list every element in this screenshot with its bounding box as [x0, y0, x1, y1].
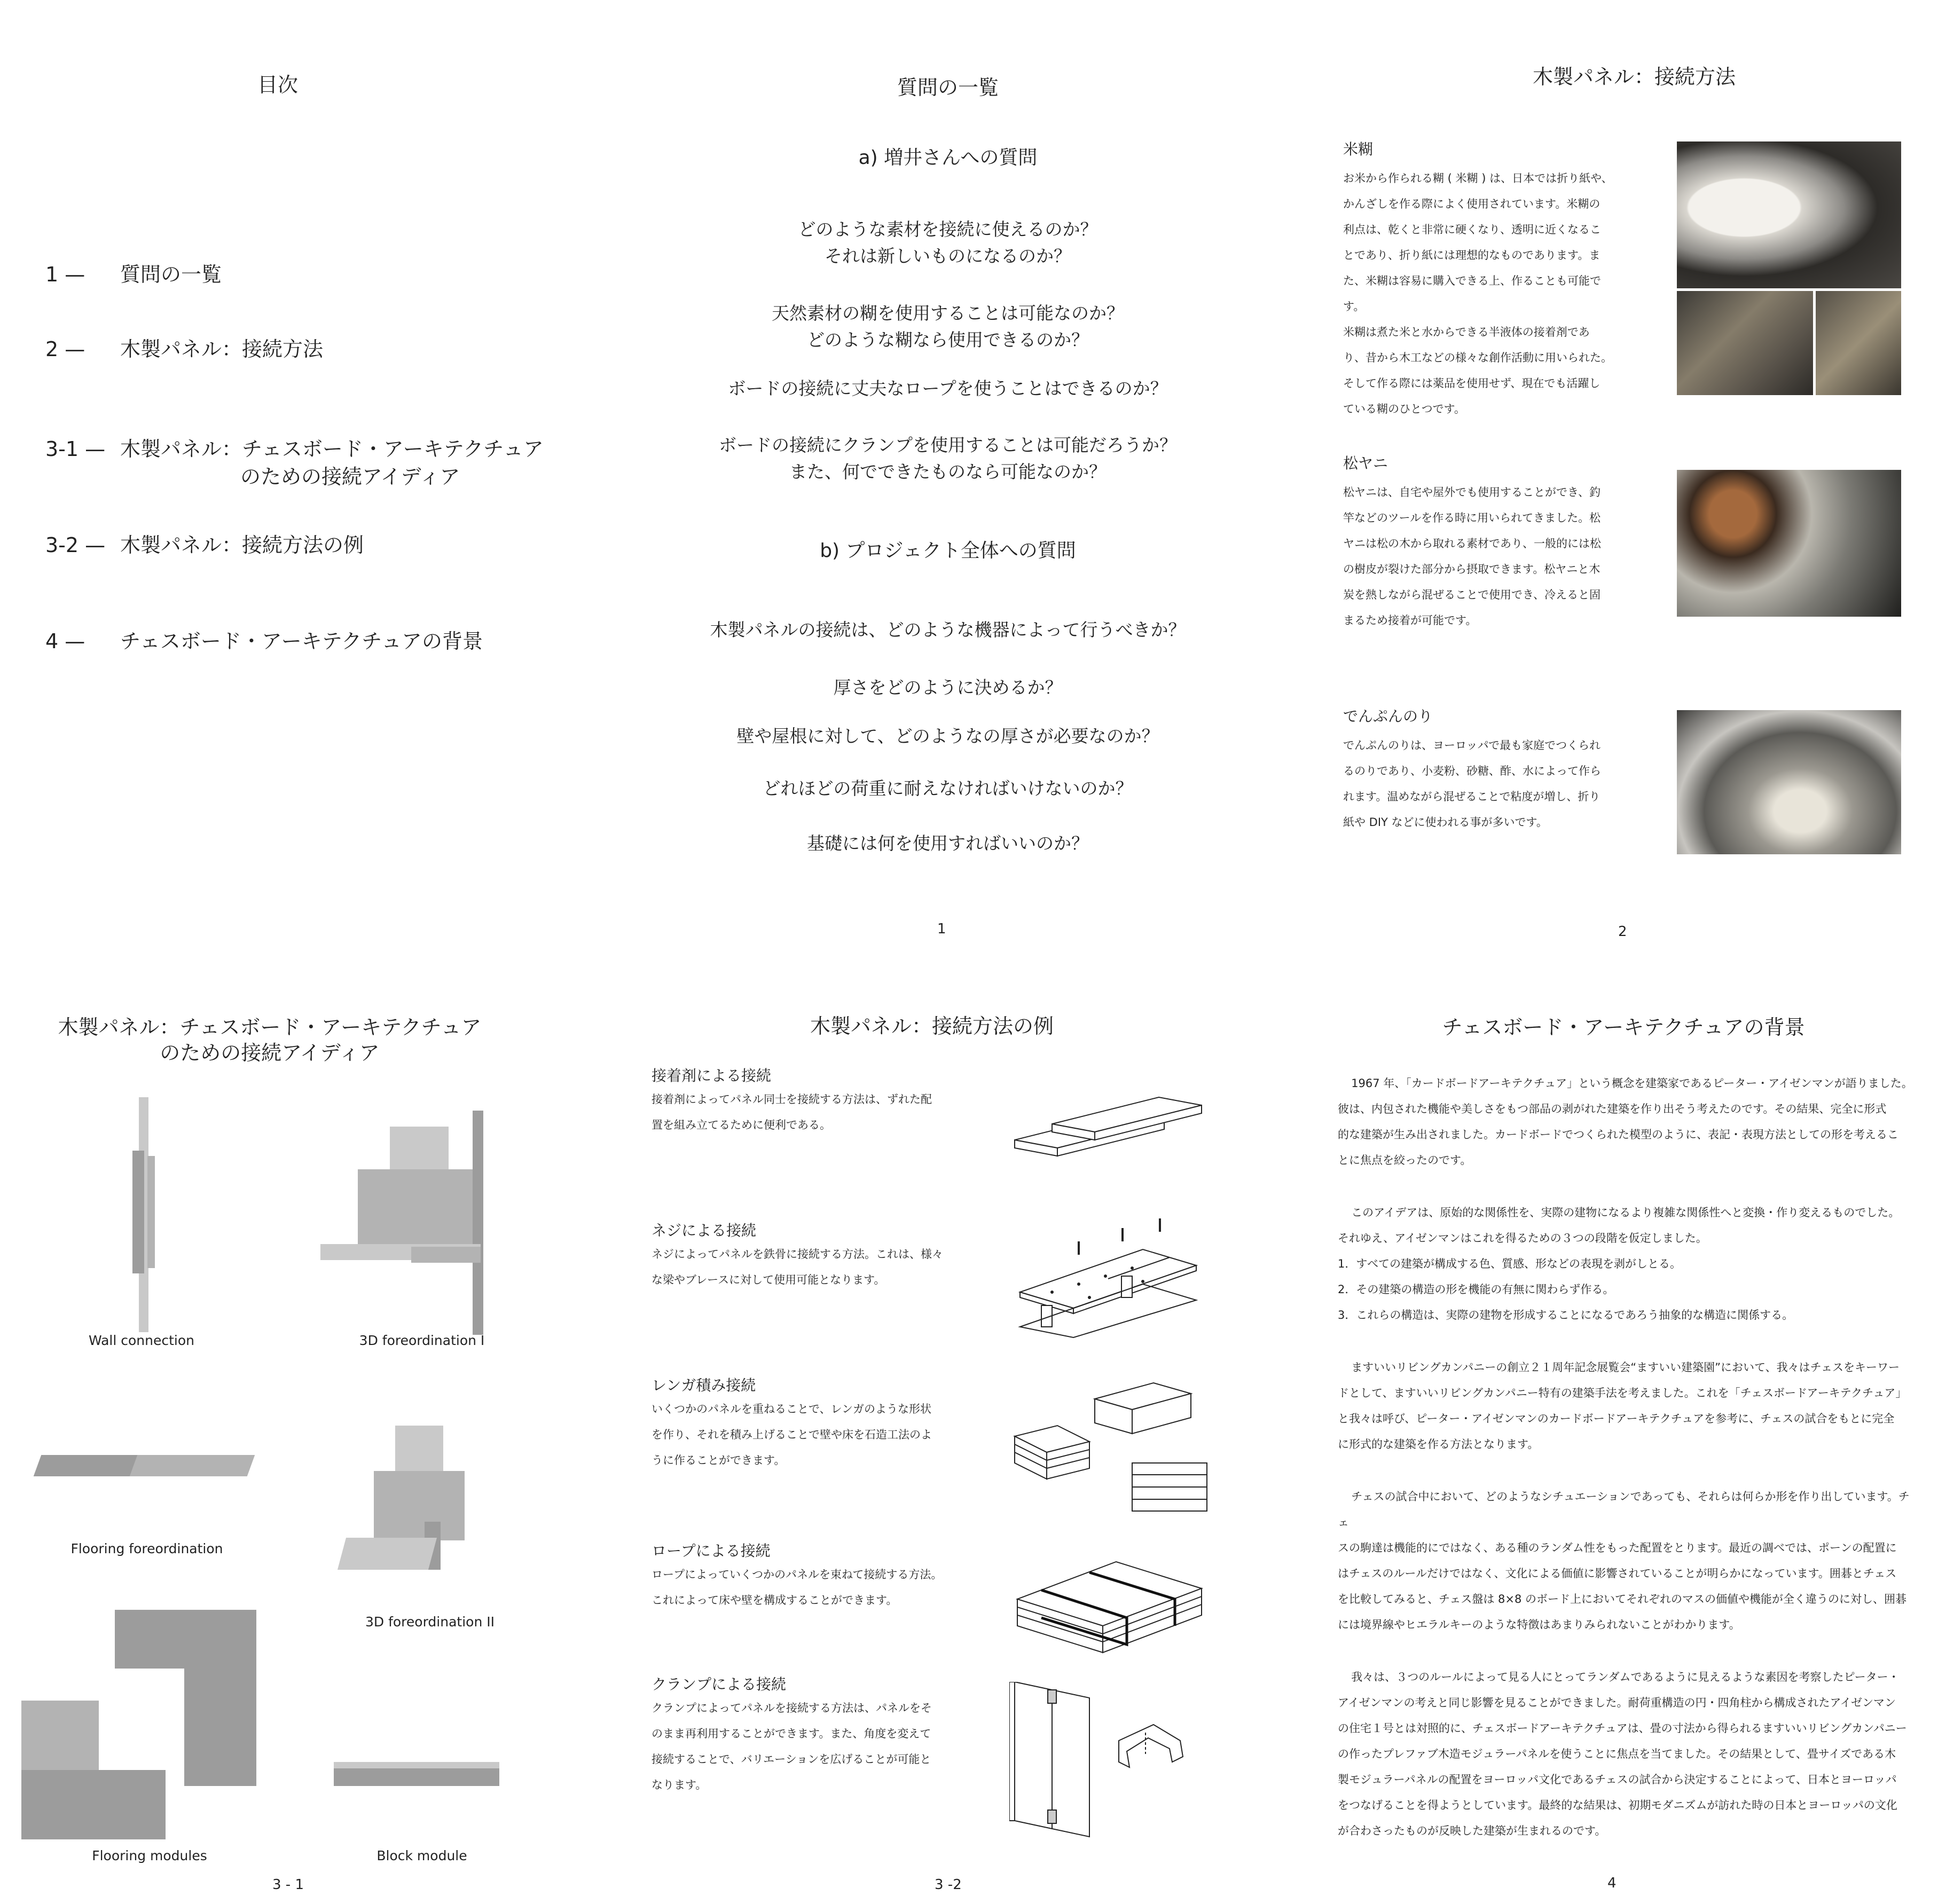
question-line: ボードの接続に丈夫なロープを使うことはできるのか？: [728, 378, 1168, 399]
examples-panel: [619, 961, 1244, 1904]
question-line: ボードの接続にクランプを使用することは可能だろうか？: [719, 435, 1177, 455]
page-number: 3 - 1: [272, 1877, 304, 1893]
screw-diagram: [1009, 1212, 1218, 1340]
brick-diagram: [1009, 1378, 1218, 1516]
background-title: チェスボード・アーキテクチュアの背景: [1442, 1016, 1805, 1039]
flooring-modules-model: [21, 1610, 262, 1845]
question-b-4: どれほどの荷重に耐えなければいけないのか？: [763, 778, 1133, 799]
question-line: それは新しいものになるのか？: [825, 246, 1071, 266]
pine-resin-section: [1343, 453, 1664, 633]
rice-glue-heading: 米糊: [1343, 140, 1374, 158]
toc-list: [45, 0, 633, 694]
block-module-model: [334, 1754, 505, 1797]
toc-item-label-line2: のための接続アイディア: [240, 465, 460, 489]
toc-item-label: 木製パネル：チェスボード・アーキテクチュア: [120, 437, 544, 461]
wall-connection-model: [107, 1097, 187, 1332]
toc-item-label: 木製パネル：接続方法: [120, 337, 324, 361]
3d-foreordination-2-model: [331, 1426, 491, 1591]
starch-glue-photo: [1677, 710, 1901, 854]
example-heading: 接着剤による接続: [652, 1067, 772, 1084]
example-heading: ネジによる接続: [652, 1222, 757, 1239]
pine-resin-heading: 松ヤニ: [1343, 454, 1388, 472]
caption-wall-connection: Wall connection: [88, 1333, 195, 1348]
example-text: ロープによっていくつかのパネルを束ねて接続する方法。 これによって床や壁を構成することができます。: [652, 1568, 943, 1607]
flooring-foreordination-model: [32, 1444, 262, 1482]
page-number: 4: [1607, 1875, 1617, 1891]
methods-panel: [1282, 0, 1938, 950]
clamp-diagram: [1009, 1682, 1218, 1842]
toc-item-number: 2 —: [45, 337, 85, 361]
starch-glue-section: [1343, 706, 1664, 835]
section-b-heading: b) プロジェクト全体への質問: [820, 540, 1076, 562]
background-paragraph-5: 我々は、３つのルールによって見る人にとってランダムであるように見えるような素因を考察したピーター・ アイゼンマンの考えと同じ影響を見ることができました。耐荷重構造の円・四角柱から構成されたアイゼンマン の住宅１号とは対照的に、チェスボードアーキテクチュアは、畳の寸法から得られるますいいリビングカンパニー の作ったプレファブ木造モジュラーパネルを使うことに焦点を当てました。その結果として、畳サイズである木 製モジュラーパネルの配置をヨーロッパ文化であるチェスの試合から決定することによって、日本とヨーロッパ をつなげることを得ようとしています。最終的な結果は、初期モダニズムが訪れた時の日本とヨーロッパの文化 が合わさったものが反映した建築が生まれるのです。: [1338, 1671, 1907, 1837]
question-line: どのような糊なら使用できるのか？: [807, 329, 1089, 350]
3d-foreordination-1-model: [315, 1111, 529, 1335]
caption-3d-foreordination-2: 3D foreordination II: [365, 1614, 495, 1630]
ideas-panel: [0, 961, 561, 1904]
toc-item-number: 3-1 —: [45, 437, 106, 461]
rice-glue-photo: [1677, 141, 1901, 288]
example-heading: クランプによる接続: [652, 1675, 787, 1693]
pine-resin-photo: [1677, 470, 1901, 617]
example-clamp: [652, 1674, 1015, 1798]
caption-block-module: Block module: [376, 1848, 467, 1863]
background-body: [1338, 1071, 1920, 1844]
question-a-2: [646, 300, 1250, 353]
toc-item-3-1[interactable]: [45, 435, 633, 494]
background-paragraph-3: ますいいリビングカンパニーの創立２１周年記念展覧会“ますいい建築園”において、我々はチェスをキーワー ドとして、ますいいリビングカンパニー特有の建築手法を考えました。これを「チェスボードアーキテクチュア」 と我々は呼び、ピーター・アイゼンマンのカードボードアーキテクチュアを参考に、チェスの試合をもとに完全 に形式的な建築を作る方法となります。: [1338, 1361, 1907, 1451]
example-brick: [652, 1375, 1015, 1473]
question-b-3: 壁や屋根に対して、どのようなの厚さが必要なのか？: [736, 726, 1159, 746]
example-adhesive: [652, 1065, 1015, 1138]
page-number: 1: [937, 921, 946, 937]
background-paragraph-2: このアイデアは、原始的な関係性を、実際の建物になるより複雑な関係性へと変換・作り変えるものでした。 それゆえ、アイゼンマンはこれを得るための３つの段階を仮定しました。 1．すべての建築が構成する色、質感、形などの表現を剥がしとる。 2．その建築の構造の形を機能の有無に関わらず作る。 3．これらの構造は、実際の建物を形成することになるであろう抽象的な構造に関係する。: [1338, 1206, 1900, 1321]
pine-resin-text: 松ヤニは、自宅や屋外でも使用することができ、釣 竿などのツールを作る時に用いられてきました。松 ヤニは松の木から取れる素材であり、一般的には松 の樹皮が裂けた部分から摂取できます。松ヤニと木 炭を熱しながら混ぜることで使用でき、冷えると固 まるため接着が可能です。: [1343, 486, 1601, 627]
example-text: クランプによってパネルを接続する方法は、パネルをそ のまま再利用することができます。また、角度を変えて 接続することで、バリエーションを広げることが可能と なります。: [652, 1702, 932, 1791]
toc-item-number: 1 —: [45, 263, 85, 286]
caption-flooring-foreordination: Flooring foreordination: [70, 1541, 223, 1556]
background-panel: [1282, 961, 1938, 1904]
example-text: ネジによってパネルを鉄骨に接続する方法。これは、様々 な梁やブレースに対して使用可能となります。: [652, 1248, 943, 1286]
background-paragraph-4: チェスの試合中において、どのようなシチュエーションであっても、それらは何らか形を作り出しています。チェ スの駒達は機能的にではなく、ある種のランダム性をもった配置をとります。最近の調べでは、ポーンの配置に はチェスのルールだけではなく、文化による価値に影響されていることが明らかになっています。囲碁とチェス を比較してみると、チェス盤は 8×8 のボード上においてそれぞれのマスの価値や機能が全く違うのに対し、囲碁 には境界線やヒエラルキーのような特徴はあまりみられないことがわかります。: [1338, 1490, 1910, 1631]
ideas-title-line1: 木製パネル：チェスボード・アーキテクチュア: [58, 1016, 482, 1039]
ideas-title-line2: のための接続アイディア: [160, 1041, 380, 1065]
ideas-title: [43, 1014, 497, 1066]
question-b-5: 基礎には何を使用すればいいのか？: [807, 833, 1089, 854]
toc-panel: [0, 0, 646, 950]
example-screw: [652, 1220, 1015, 1293]
toc-item-label: 質問の一覧: [120, 263, 222, 286]
question-a-1: [646, 216, 1250, 270]
questions-title: 質問の一覧: [897, 76, 999, 99]
toc-item-label: チェスボード・アーキテクチュアの背景: [120, 630, 483, 653]
starch-glue-text: でんぷんのりは、ヨーロッパで最も家庭でつくられ るのりであり、小麦粉、砂糖、酢、水によって作ら れます。温めながら混ぜることで粘度が増し、折り 紙や DIY などに使われる事が多いです。: [1343, 739, 1601, 829]
example-text: 接着剤によってパネル同士を接続する方法は、ずれた配 置を組み立てるために便利である。: [652, 1093, 932, 1131]
question-b-2: 厚さをどのように決めるか？: [833, 677, 1063, 698]
toc-item-number: 3-2 —: [45, 533, 106, 557]
question-b-1: 木製パネルの接続は、どのような機器によって行うべきか？: [710, 619, 1186, 640]
starch-glue-heading: でんぷんのり: [1343, 707, 1433, 725]
question-line: また、何でできたものなら可能なのか？: [789, 461, 1107, 482]
rope-diagram: [1009, 1540, 1218, 1663]
questions-panel: [646, 0, 1250, 950]
rice-glue-text: お米から作られる糊 ( 米糊 ) は、日本では折り紙や、 かんざしを作る際によく使用されています。米糊の 利点は、乾くと非常に硬くなり、透明に近くなるこ とであり、折り紙には理想的なものであります。ま た、米糊は容易に購入できる上、作ることも可能で す。 米糊は煮た米と水からできる半液体の接着剤であ り、昔から木工などの様々な創作活動に用いられた。 そして作る際には薬品を使用せず、現在でも活躍し ている糊のひとつです。: [1343, 172, 1613, 415]
section-a-heading: a) 増井さんへの質問: [858, 147, 1038, 169]
example-text: いくつかのパネルを重ねることで、レンガのような形状 を作り、それを積み上げることで壁や床を石造工法のよ うに作ることができます。: [652, 1403, 932, 1467]
question-a-4: [646, 432, 1250, 485]
caption-3d-foreordination-1: 3D foreordination I: [359, 1333, 485, 1348]
rice-glue-photo-2: [1677, 291, 1813, 395]
background-paragraph-1: 1967 年、「カードボードアーキテクチュア」という概念を建築家であるピーター・アイゼンマンが語りました。 彼は、内包された機能や美しさをもつ部品の剥がれた建築を作り出そう考えたのです。その結果、完全に形式 的な建築が生み出されました。カードボードでつくられた模型のように、表記・表現方法としての形を考えるこ とに焦点を絞ったのです。: [1338, 1077, 1913, 1167]
rice-glue-section: [1343, 139, 1664, 422]
question-line: 天然素材の糊を使用することは可能なのか？: [772, 303, 1124, 324]
caption-flooring-modules: Flooring modules: [92, 1848, 207, 1863]
example-heading: ロープによる接続: [652, 1542, 771, 1560]
toc-item-label: 木製パネル：接続方法の例: [120, 533, 364, 557]
example-rope: [652, 1540, 1025, 1613]
methods-title: 木製パネル：接続方法: [1532, 65, 1736, 89]
page-number: 2: [1618, 924, 1627, 940]
page-number: 3 -2: [935, 1877, 962, 1893]
adhesive-diagram: [1009, 1081, 1218, 1167]
example-heading: レンガ積み接続: [652, 1376, 756, 1394]
question-line: どのような素材を接続に使えるのか？: [798, 219, 1098, 240]
toc-title: 目次: [257, 73, 298, 97]
examples-title: 木製パネル：接続方法の例: [810, 1014, 1054, 1038]
toc-item-number: 4 —: [45, 630, 85, 653]
rice-glue-photo-3: [1816, 291, 1901, 395]
question-a-3: [646, 375, 1250, 402]
